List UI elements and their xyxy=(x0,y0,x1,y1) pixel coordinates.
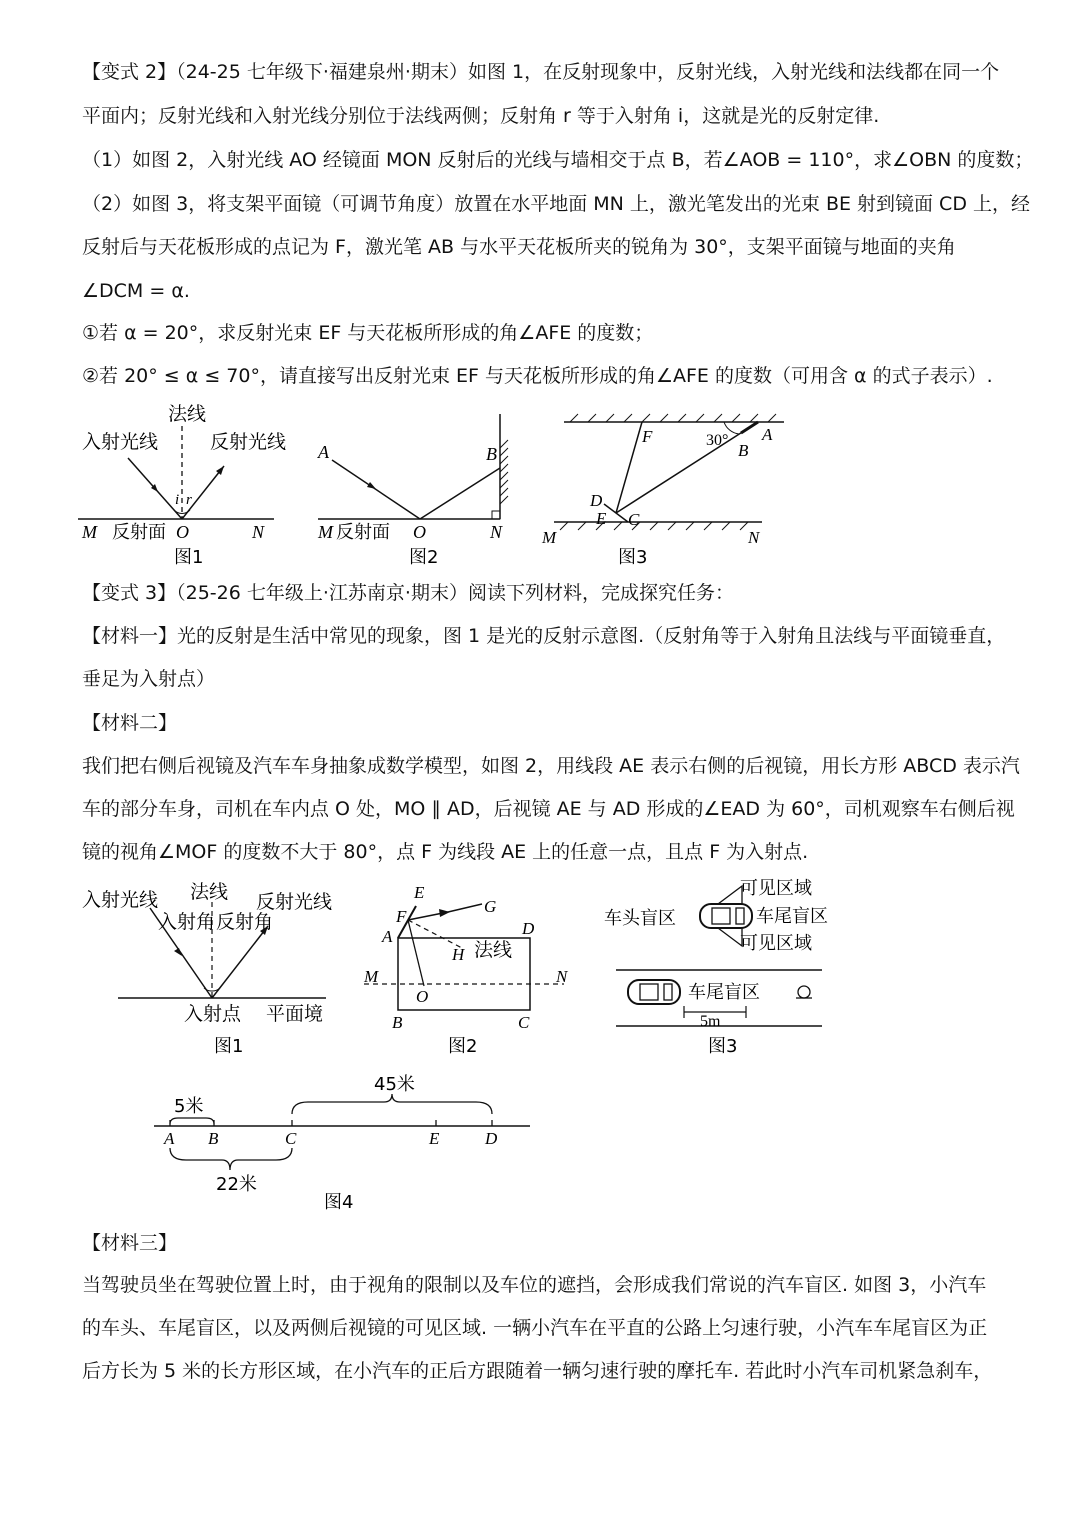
figure-caption: 图1 xyxy=(214,1036,244,1057)
label-front-blind: 车头盲区 xyxy=(604,908,676,929)
label-dist: 5m xyxy=(700,1013,721,1030)
label-D: D xyxy=(485,1129,498,1148)
figure-caption: 图3 xyxy=(708,1036,738,1057)
text-line: 的车头、车尾盲区，以及两侧后视镜的可见区域. 一辆小汽车在平直的公路上匀速行驶，小汽车车尾盲区为正 xyxy=(82,1317,988,1339)
label-N: N xyxy=(556,967,568,986)
label-E: E xyxy=(414,883,425,902)
text-line: ①若 α = 20°，求反射光束 EF 与天花板所形成的角∠AFE 的度数； xyxy=(82,322,654,344)
figure-laser-mirror xyxy=(536,410,806,570)
label-M: M xyxy=(318,522,333,542)
text-line: ②若 20° ≤ α ≤ 70°，请直接写出反射光束 EF 与天花板所形成的角∠AFE 的度数（可用含 α 的式子表示）. xyxy=(82,365,993,387)
text-line: 【材料一】光的反射是生活中常见的现象，图 1 是光的反射示意图.（反射角等于入射角且法线与平面镜垂直， xyxy=(82,625,1006,647)
text-line: 【材料二】 xyxy=(82,712,178,734)
text-line: ∠DCM = α. xyxy=(82,280,190,302)
label-AB: 5米 xyxy=(174,1096,204,1117)
label-E: E xyxy=(596,509,607,528)
label-inc-angle: 入射角 xyxy=(158,911,216,933)
label-CD: 45米 xyxy=(374,1074,415,1095)
label-G: G xyxy=(484,897,497,916)
label-C: C xyxy=(518,1013,530,1032)
text-line: 车的部分车身，司机在车内点 O 处，MO ∥ AD，后视镜 AE 与 AD 形成的∠EAD 为 60°，司机观察车右侧后视 xyxy=(82,798,1015,820)
label-D: D xyxy=(590,491,603,510)
label-angle: 30° xyxy=(706,432,729,449)
label-O: O xyxy=(413,522,426,542)
label-rear-blind: 车尾盲区 xyxy=(756,906,828,927)
label-F: F xyxy=(642,427,653,446)
label-A: A xyxy=(762,425,773,444)
label-B: B xyxy=(738,441,749,460)
text-line: 【变式 3】（25-26 七年级上·江苏南京·期末）阅读下列材料，完成探究任务： xyxy=(82,582,734,604)
label-mirror: 平面境 xyxy=(266,1003,324,1025)
figure-caption: 图2 xyxy=(409,547,439,568)
label-point: 入射点 xyxy=(184,1003,242,1025)
label-surface: 反射面 xyxy=(336,522,390,543)
figure-mirror-wall xyxy=(314,408,524,570)
label-A: A xyxy=(318,442,329,462)
label-M: M xyxy=(364,967,379,986)
label-visible-top: 可见区域 xyxy=(740,878,812,899)
label-normal: 法线 xyxy=(168,403,207,425)
figure-reflection-diagram xyxy=(78,874,348,1062)
label-B: B xyxy=(392,1013,403,1032)
label-r: r xyxy=(186,492,192,508)
text-line: 当驾驶员坐在驾驶位置上时，由于视角的限制以及车位的遮挡，会形成我们常说的汽车盲区. 如图 3，小汽车 xyxy=(82,1274,987,1296)
label-F: F xyxy=(396,907,407,926)
label-visible-bottom: 可见区域 xyxy=(740,933,812,954)
text-line: 反射后与天花板形成的点记为 F，激光笔 AB 与水平天花板所夹的锐角为 30°，支架平面镜与地面的夹角 xyxy=(82,236,956,258)
text-line: （2）如图 3，将支架平面镜（可调节角度）放置在水平地面 MN 上，激光笔发出的光束 BE 射到镜面 CD 上，经 xyxy=(82,193,1030,215)
label-A: A xyxy=(382,927,393,946)
text-line: 我们把右侧后视镜及汽车车身抽象成数学模型，如图 2，用线段 AE 表示右侧的后视镜，用长方形 ABCD 表示汽 xyxy=(82,755,1020,777)
label-C: C xyxy=(628,510,640,529)
label-H: H xyxy=(452,945,465,964)
label-incident: 入射光线 xyxy=(82,889,159,911)
label-N: N xyxy=(490,522,503,542)
figure-caption: 图4 xyxy=(324,1192,354,1213)
label-AC: 22米 xyxy=(216,1174,257,1195)
label-normal: 法线 xyxy=(474,939,513,961)
label-rear-blind-2: 车尾盲区 xyxy=(688,982,760,1003)
label-B: B xyxy=(208,1129,219,1148)
label-N: N xyxy=(252,522,265,542)
label-D: D xyxy=(522,919,535,938)
label-reflected: 反射光线 xyxy=(256,891,333,913)
label-incident: 入射光线 xyxy=(82,431,159,453)
figure-number-line xyxy=(148,1068,538,1218)
label-O: O xyxy=(176,522,189,542)
figure-caption: 图1 xyxy=(174,547,204,568)
label-ref-angle: 反射角 xyxy=(216,911,274,933)
figure-car-blind-zones xyxy=(596,872,846,1062)
text-line: （1）如图 2，入射光线 AO 经镜面 MON 反射后的光线与墙相交于点 B，若∠AOB = 110°，求∠OBN 的度数； xyxy=(82,149,1034,171)
label-M: M xyxy=(82,522,97,542)
text-line: 镜的视角∠MOF 的度数不大于 80°，点 F 为线段 AE 上的任意一点，且点 F 为入射点. xyxy=(82,841,809,863)
figure-reflection-law xyxy=(78,398,298,570)
text-line: 后方长为 5 米的长方形区域，在小汽车的正后方跟随着一辆匀速行驶的摩托车. 若此时小汽车司机紧急刹车， xyxy=(82,1360,993,1382)
text-line: 平面内；反射光线和入射光线分别位于法线两侧；反射角 r 等于入射角 i，这就是光的反射定律. xyxy=(82,105,880,127)
label-A: A xyxy=(164,1129,175,1148)
figure-caption: 图2 xyxy=(448,1036,478,1057)
label-O: O xyxy=(416,987,429,1006)
label-surface: 反射面 xyxy=(112,522,166,543)
label-N: N xyxy=(748,528,760,547)
figure-caption: 图3 xyxy=(618,547,648,568)
label-normal: 法线 xyxy=(190,881,229,903)
text-line: 垂足为入射点） xyxy=(82,668,216,690)
label-B: B xyxy=(486,444,497,464)
text-line: 【变式 2】（24-25 七年级下·福建泉州·期末）如图 1，在反射现象中，反射光线，入射光线和法线都在同一个 xyxy=(82,61,1000,83)
label-E: E xyxy=(429,1129,440,1148)
label-C: C xyxy=(285,1129,297,1148)
label-M: M xyxy=(542,528,557,547)
label-reflected: 反射光线 xyxy=(210,431,287,453)
label-i: i xyxy=(175,492,180,508)
text-line: 【材料三】 xyxy=(82,1232,178,1254)
figure-car-mirror-model xyxy=(358,878,588,1062)
